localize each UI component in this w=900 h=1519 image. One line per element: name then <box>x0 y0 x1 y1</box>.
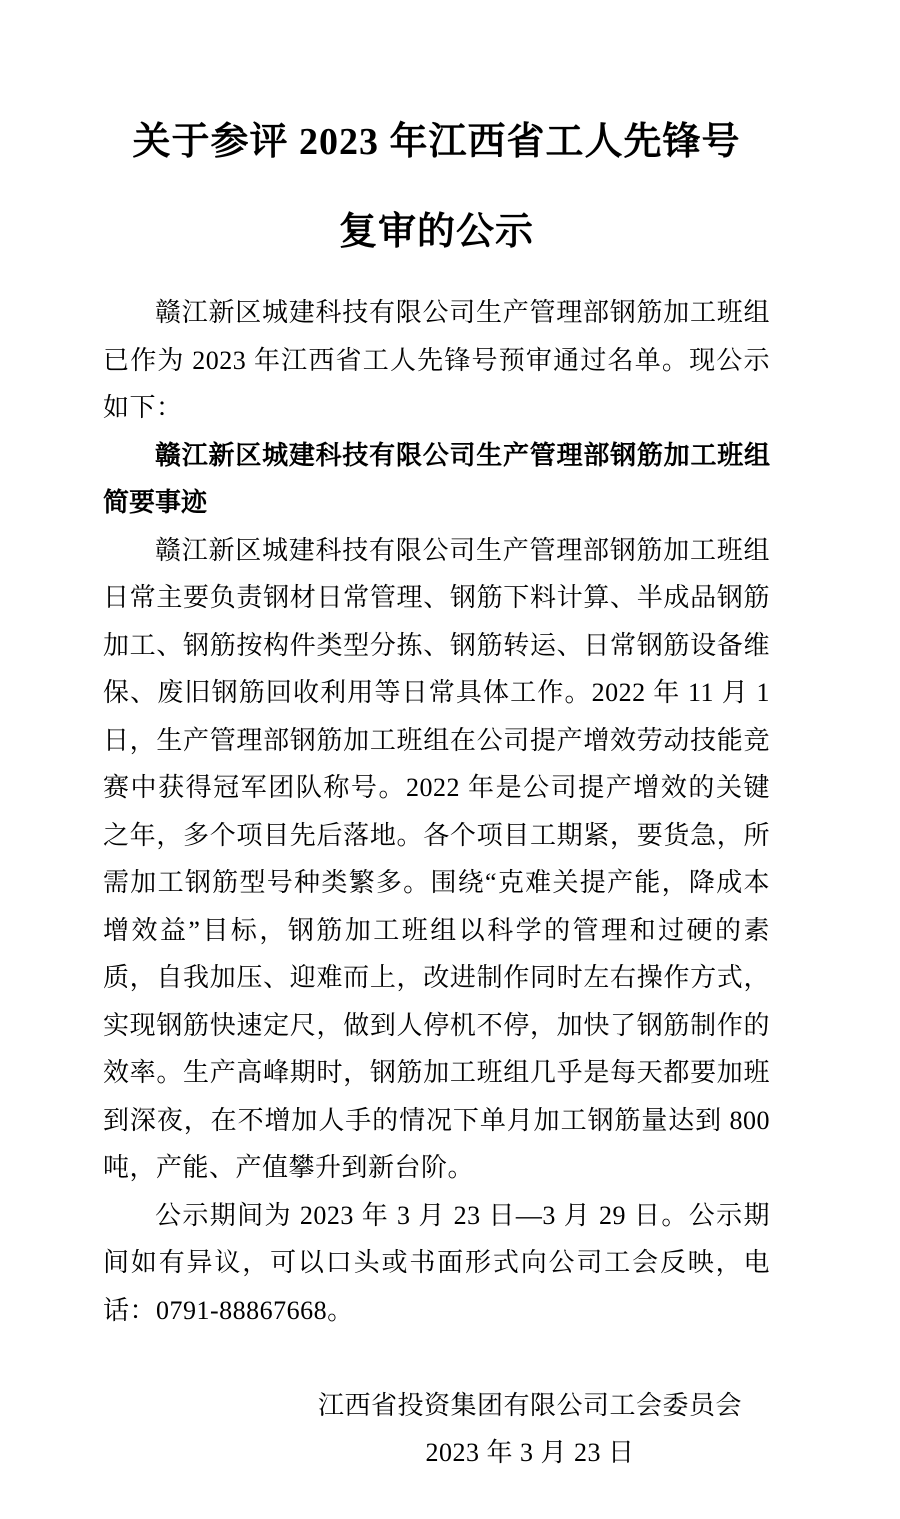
deeds-paragraph: 赣江新区城建科技有限公司生产管理部钢筋加工班组日常主要负责钢材日常管理、钢筋下料计算、半成品钢筋加工、钢筋按构件类型分拣、钢筋转运、日常钢筋设备维保、废旧钢筋回收利用等日常具体工作。2022 年 11 月 1 日，生产管理部钢筋加工班组在公司提产增效劳动技能竞赛中获得冠军团队称号。2022 年是公司提产增效的关键之年，多个项目先后落地。各个项目工期紧，要货急，所需加工钢筋型号种类繁多。围绕“克难关提产能，降成本增效益”目标，钢筋加工班组以科学的管理和过硬的素质，自我加压、迎难而上，改进制作同时左右操作方式，实现钢筋快速定尺，做到人停机不停，加快了钢筋制作的效率。生产高峰期时，钢筋加工班组几乎是每天都要加班到深夜，在不增加人手的情况下单月加工钢筋量达到 800 吨，产能、产值攀升到新台阶。 <box>103 535 770 1182</box>
title-line-2: 复审的公示 <box>338 211 534 253</box>
title-line-1: 关于参评 2023 年江西省工人先锋号 <box>132 121 741 163</box>
notice-period-paragraph: 公示期间为 2023 年 3 月 23 日—3 月 29 日。公示期间如有异议，可以口头或书面形式向公司工会反映，电话：0791-88867668。 <box>103 1200 770 1325</box>
section-heading: 赣江新区城建科技有限公司生产管理部钢筋加工班组简要事迹 <box>103 439 770 517</box>
document-title <box>103 97 770 277</box>
signature-area <box>103 1382 770 1477</box>
signature-date: 2023 年 3 月 23 日 <box>425 1438 635 1467</box>
intro-paragraph: 赣江新区城建科技有限公司生产管理部钢筋加工班组已作为 2023 年江西省工人先锋号预审通过名单。现公示如下： <box>103 298 770 422</box>
document-body <box>103 289 770 1334</box>
signature-organization: 江西省投资集团有限公司工会委员会 <box>317 1390 742 1420</box>
signature-block <box>318 1382 742 1477</box>
